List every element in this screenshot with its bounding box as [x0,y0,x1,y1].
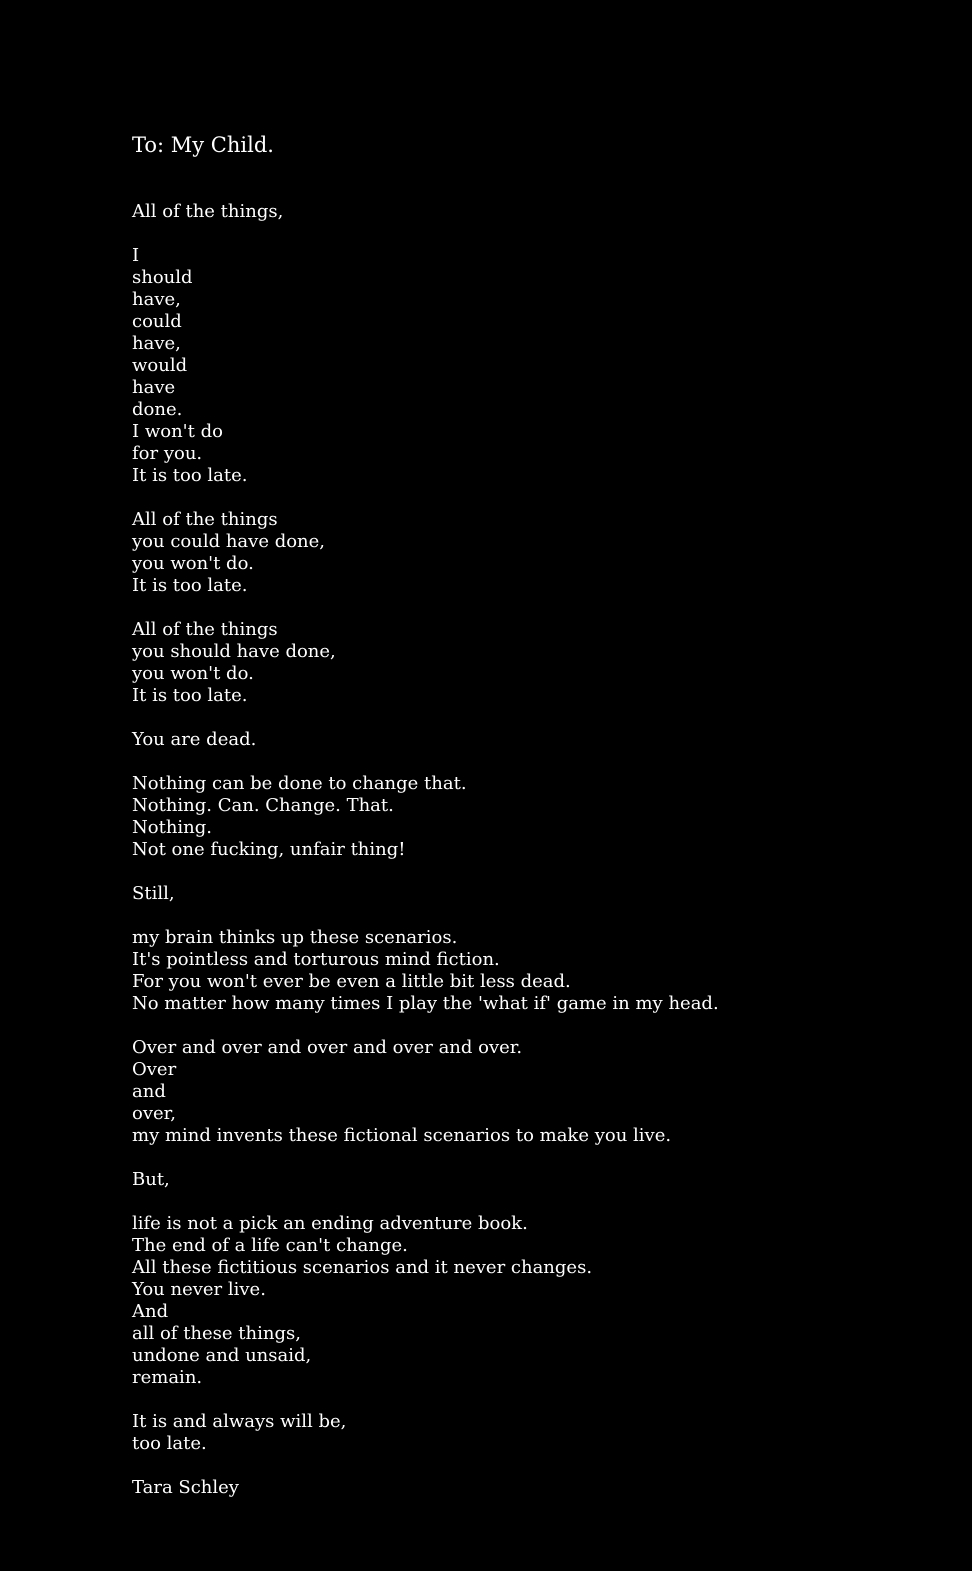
stanza [132,201,932,223]
poem-line: for you. [132,443,203,464]
poem-line: But, [132,1169,170,1190]
stanza [132,927,932,1015]
poem-line: life is not a pick an ending adventure book. [132,1213,528,1234]
stanza [132,1169,932,1191]
poem-line: you won't do. [132,553,254,574]
poem-line: You are dead. [132,729,257,750]
poem-line: would [132,355,188,376]
stanza [132,1037,932,1147]
poem-line: remain. [132,1367,203,1388]
poem-title: To: My Child. [132,133,274,157]
poem-line: All these fictitious scenarios and it never changes. [132,1257,593,1278]
poem-line: have, [132,289,181,310]
author-signature: Tara Schley [132,1477,239,1498]
poem-line: The end of a life can't change. [132,1235,408,1256]
poem-line: you should have done, [132,641,336,662]
poem-line: my brain thinks up these scenarios. [132,927,458,948]
stanza [132,245,932,487]
poem-line: and [132,1081,166,1102]
poem-line: you could have done, [132,531,326,552]
poem-line: For you won't ever be even a little bit less dead. [132,971,571,992]
poem-line: I [132,245,140,266]
poem-line: all of these things, [132,1323,301,1344]
poem-line: you won't do. [132,663,254,684]
poem-line: over, [132,1103,177,1124]
stanza [132,509,932,597]
poem-line: And [132,1301,169,1322]
poem-line: Over and over and over and over and over. [132,1037,523,1058]
poem [132,128,932,1499]
poem-line: should [132,267,193,288]
poem-line: It is too late. [132,575,248,596]
poem-line: done. [132,399,183,420]
stanza [132,1411,932,1455]
stanza [132,1213,932,1389]
poem-body [132,201,932,1455]
poem-line: All of the things [132,509,278,530]
poem-line: Not one fucking, unfair thing! [132,839,406,860]
poem-line: undone and unsaid, [132,1345,312,1366]
stanza [132,729,932,751]
poem-line: I won't do [132,421,223,442]
poem-line: Still, [132,883,175,904]
stanza [132,883,932,905]
poem-line: No matter how many times I play the 'what if' game in my head. [132,993,719,1014]
poem-line: could [132,311,182,332]
poem-line: too late. [132,1433,207,1454]
poem-line: have, [132,333,181,354]
poem-line: Nothing. [132,817,213,838]
poem-line: It is too late. [132,685,248,706]
poem-line: It is and always will be, [132,1411,347,1432]
poem-line: All of the things [132,619,278,640]
stanza [132,773,932,861]
poem-line: Nothing can be done to change that. [132,773,467,794]
poem-line: Nothing. Can. Change. That. [132,795,394,816]
poem-line: Over [132,1059,177,1080]
poem-line: It is too late. [132,465,248,486]
poem-line: have [132,377,176,398]
stanza [132,619,932,707]
poem-line: You never live. [132,1279,266,1300]
poem-line: It's pointless and torturous mind fiction. [132,949,500,970]
poem-line: All of the things, [132,201,284,222]
poem-line: my mind invents these fictional scenarios to make you live. [132,1125,672,1146]
